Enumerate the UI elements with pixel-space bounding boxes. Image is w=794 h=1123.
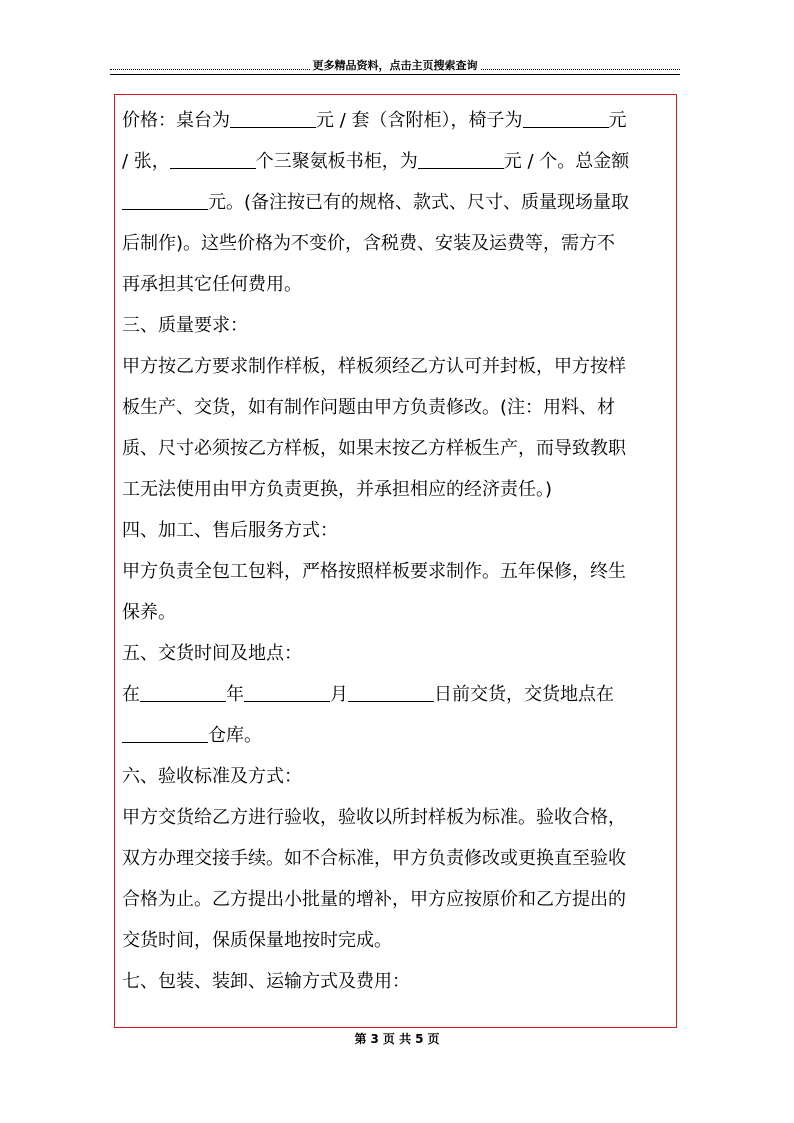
- text-segment: 板生产、交货，如有制作问题由甲方负责修改。(注：用料、材: [122, 397, 616, 418]
- text-segment: 七、包装、装卸、运输方式及费用：: [122, 971, 410, 992]
- text-line: [122, 141, 674, 182]
- text-line: [122, 920, 674, 961]
- fill-in-blank: [523, 109, 609, 128]
- text-line: [122, 633, 674, 674]
- footer-page-number: 3: [370, 1032, 379, 1046]
- text-segment: 合格为止。乙方提出小批量的增补，甲方应按原价和乙方提出的: [122, 889, 626, 910]
- text-segment: 交货时间，保质保量地按时完成。: [122, 930, 392, 951]
- footer-total-pages: 5: [415, 1032, 424, 1046]
- footer-mid: 页 共: [382, 1032, 412, 1046]
- text-line: [122, 961, 674, 1002]
- text-line: [122, 305, 674, 346]
- fill-in-blank: [348, 683, 434, 702]
- text-line: [122, 715, 674, 756]
- fill-in-blank: [122, 191, 208, 210]
- text-segment: 元: [608, 110, 627, 131]
- text-segment: 在: [122, 684, 140, 705]
- fill-in-blank: [140, 683, 226, 702]
- text-line: [122, 387, 674, 428]
- fill-in-blank: [122, 724, 208, 743]
- text-segment: / 张，: [122, 151, 170, 172]
- text-line: [122, 346, 674, 387]
- header-rule: [110, 74, 680, 75]
- text-segment: 再承担其它任何费用。: [122, 274, 302, 295]
- text-segment: 价格：桌台为: [122, 110, 230, 131]
- text-segment: 个三聚氨板书柜，为: [255, 151, 418, 172]
- text-line: [122, 592, 674, 633]
- text-segment: 后制作)。这些价格为不变价，含税费、安装及运费等，需方不: [122, 233, 616, 254]
- text-segment: 月: [330, 684, 348, 705]
- header-text: 更多精品资料，点击主页搜索查询: [312, 59, 478, 72]
- fill-in-blank: [230, 109, 316, 128]
- text-segment: 甲方交货给乙方进行验收，验收以所封样板为标准。验收合格，: [122, 807, 626, 828]
- text-segment: 元。(备注按已有的规格、款式、尺寸、质量现场量取: [208, 192, 630, 213]
- footer-suffix: 页: [427, 1032, 440, 1046]
- text-segment: 元 / 个。总金额: [503, 151, 630, 172]
- text-line: [122, 182, 674, 223]
- text-line: [122, 510, 674, 551]
- text-line: [122, 223, 674, 264]
- text-segment: 仓库。: [208, 725, 262, 746]
- text-segment: 甲方按乙方要求制作样板，样板须经乙方认可并封板，甲方按样: [122, 356, 626, 377]
- text-segment: 年: [226, 684, 244, 705]
- fill-in-blank: [244, 683, 330, 702]
- text-line: [122, 469, 674, 510]
- text-line: [122, 428, 674, 469]
- text-line: [122, 100, 674, 141]
- text-segment: 工无法使用由甲方负责更换，并承担相应的经济责任。): [122, 479, 553, 500]
- text-line: [122, 674, 674, 715]
- text-segment: 五、交货时间及地点：: [122, 643, 302, 664]
- text-segment: 三、质量要求：: [122, 315, 248, 336]
- text-segment: 保养。: [122, 602, 176, 623]
- text-segment: 四、加工、售后服务方式：: [122, 520, 338, 541]
- text-line: [122, 264, 674, 305]
- text-line: [122, 879, 674, 920]
- text-segment: 元 / 套（含附柜），椅子为: [316, 110, 523, 131]
- text-segment: 日前交货，交货地点在: [434, 684, 614, 705]
- text-segment: 双方办理交接手续。如不合标准，甲方负责修改或更换直至验收: [122, 848, 626, 869]
- text-line: [122, 551, 674, 592]
- text-segment: 质、尺寸必须按乙方样板，如果末按乙方样板生产，而导致教职: [122, 438, 626, 459]
- text-segment: 甲方负责全包工包料，严格按照样板要求制作。五年保修，终生: [122, 561, 626, 582]
- fill-in-blank: [170, 150, 256, 169]
- fill-in-blank: [418, 150, 504, 169]
- footer-prefix: 第: [354, 1032, 367, 1046]
- text-line: [122, 797, 674, 838]
- text-segment: 六、验收标准及方式：: [122, 766, 302, 787]
- document-body: [122, 100, 674, 1002]
- text-line: [122, 838, 674, 879]
- text-line: [122, 756, 674, 797]
- page-footer: [0, 1030, 794, 1047]
- page-header: [110, 58, 680, 78]
